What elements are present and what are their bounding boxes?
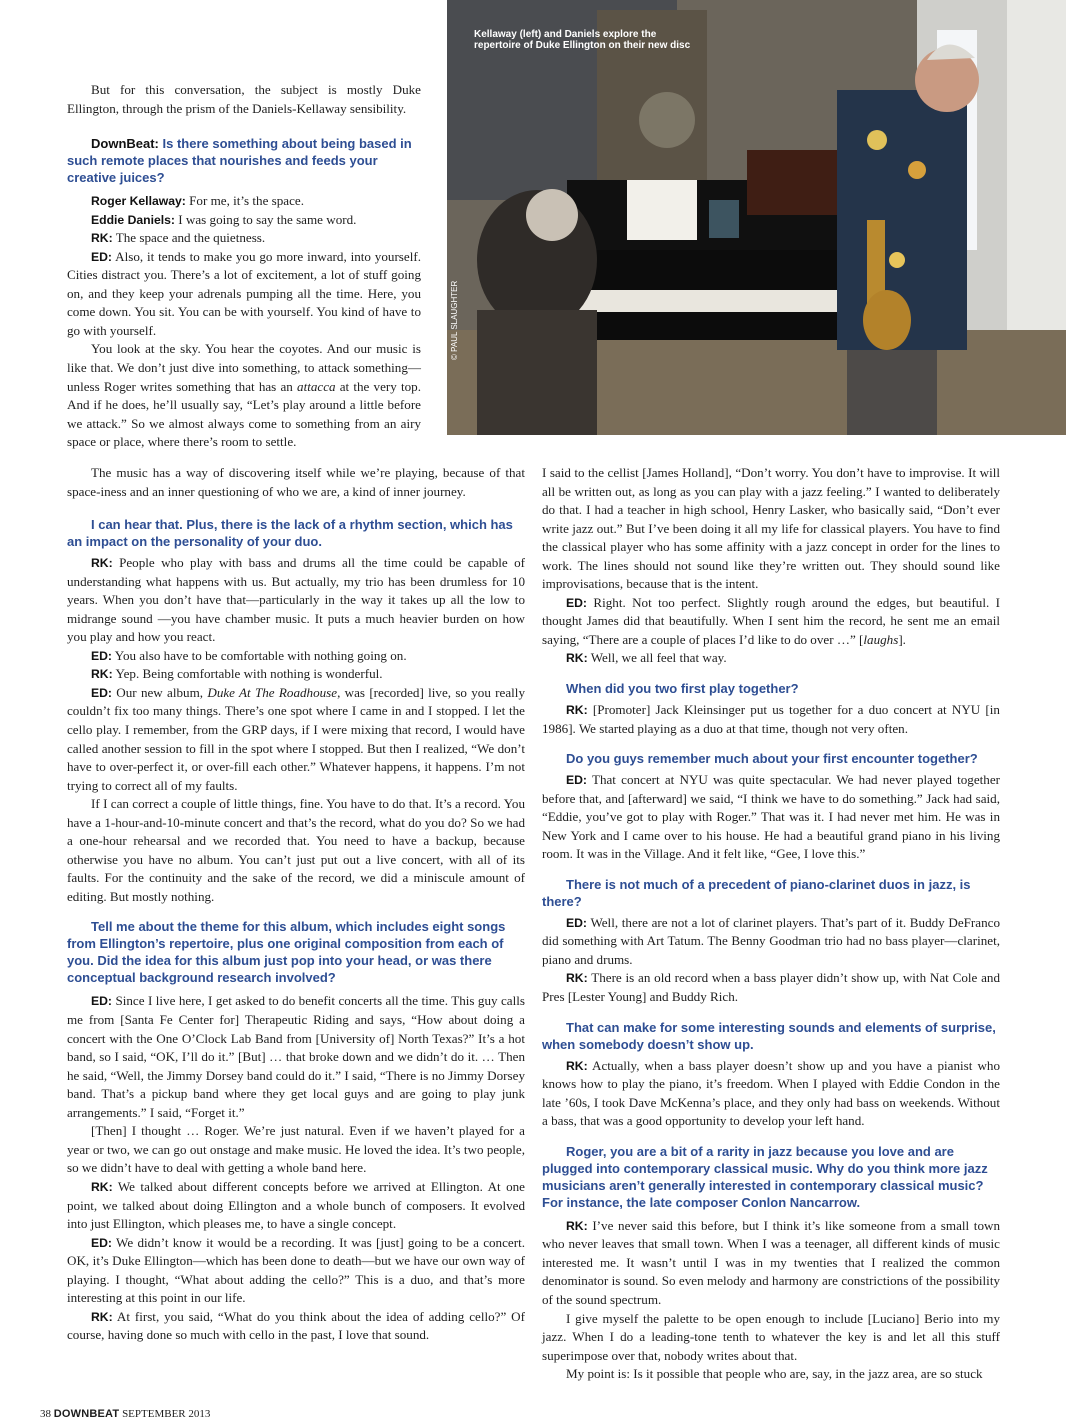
question-7: That can make for some interesting sounds and elements of surprise, when somebody doesn’t show up. [542,1019,996,1052]
answer-ed4: ED: Our new album, Duke At The Roadhouse, was [recorded] live, so you really couldn’t fix too many things. There’s one spot where I came in and I stopped. I let the cello play. I remember, from the GRP days, if I were mixing that record, I would have called another session to fill in the spot where I stopped. But then I realized, “We don’t have to over-perfect it, or over-fill each other.” Whatever happens, it happens. I’m not trying to correct all of my faults. [67,684,525,793]
answer-rk1: Roger Kellaway: For me, it’s the space. [91,193,305,209]
answer-ed9: ED: Well, there are not a lot of clarinet players. That’s part of it. Buddy DeFranco did something with Art Tatum. The Benny Goodman trio had no bass player—clarinet, piano and drums. [542,914,1000,967]
answer-ed7: ED: Right. Not too perfect. Slightly rough around the edges, but beautiful. I thought James did that beautifully. When I sent him the record, he sent me an email saying, “There are a couple of places I’d like to do over …” [laughs]. [542,594,1000,647]
answer-ed1: Eddie Daniels: I was going to say the same word. [91,211,357,227]
photo-illustration [447,0,1066,435]
paragraph-cellist: I said to the cellist [James Holland], “Don’t worry. You don’t have to improvise. It will all be written out, as long as you can play with a jazz feeling.” I wanted to deliberately do that. I had a teacher in high school, Henry Lasker, who basically said, “Don’t ever write jazz out.” But I’ve been doing it all my life for classical players. You have to find the classical player who has some affinity with a jazz concept in order for the lines to work. The lines should not sound like they’re written out. They should sound like improvisations, because that is the intent. [542,465,1000,592]
answer-rk4: RK: Yep. Being comfortable with nothing is wonderful. [91,666,383,682]
page-number: 38 [40,1408,51,1420]
paragraph-palette: I give myself the palette to be open enough to include [Luciano] Berio into my jazz. When I do a leading-tone tenth to whatever the key is and let all this stuff superimpose over that, nobody writes about that. [542,1310,1000,1363]
answer-rk3: RK: People who play with bass and drums all the time could be capable of understanding what happens with us. But actually, my trio has been drumless for 10 years. When you don’t have that—particularly in the way it takes up all the low to midrange sound —you have chamber music. It puts a much heavier burden on how you play and how you react. [67,555,525,645]
answer-rk6: RK: At first, you said, “What do you think about the idea of adding cello?” Of course, having done so much with cello in the past, I love that sound. [67,1308,526,1343]
right-column [542,464,1000,1384]
answer-rk5: RK: We talked about different concepts before we arrived at Ellington. At one point, we talked about doing Ellington and a whole bunch of composers. It evolved into just Ellington, which pleases me, to have a single concept. [67,1178,525,1232]
issue-date: SEPTEMBER 2013 [122,1408,211,1420]
answer-rk11: RK: I’ve never said this before, but I think it’s like someone from a small town who never leaves that small town. When I was a teenager, all different kinds of music interested me. It wasn’t until I was in my twenties that I realized the common denominator is sound. So even melody and harmony are constrictions of the possibility of the sound spectrum. [542,1217,1000,1307]
answer-ed6: ED: We didn’t know it would be a recording. It was [just] going to be a concert. OK, it’s Duke Ellington—which has been done to death—but we have our own way of playing. I thought, “What about adding the cello?” This is a duo, and that’s more interesting at this point in our life. [67,1234,525,1306]
answer-ed2: ED: Also, it tends to make you go more inward, into yourself. Cities distract you. There’s a lot of excitement, a lot of stuff going on, and they keep your adrenals pumping all the time. Here, you come down. You sit. You can be with yourself. You kind of have to go with yourself. [67,248,421,338]
page-footer [40,1408,210,1420]
question-2: I can hear that. Plus, there is the lack of a rhythm section, which has an impact on the personality of your duo. [67,517,513,550]
question-6: There is not much of a precedent of piano-clarinet duos in jazz, is there? [542,876,971,909]
magazine-name: DOWNBEAT [53,1408,120,1420]
answer-rk9: RK: There is an old record when a bass player didn’t show up, with Nat Cole and Pres [Lester Young] and Buddy Rich. [542,970,1000,1005]
photo-caption: Kellaway (left) and Daniels explore the repertoire of Duke Ellington on their new disc [474,29,691,51]
paragraph-sky: You look at the sky. You hear the coyotes. And our music is like that. We don’t just dive into something, to attack something—unless Roger writes something that has an attacca at the very top. And if he does, he’ll usually say, “Let’s play around a little before we attack.” So we almost always come to something from an airy space or place, where there’s room to settle. [67,341,422,450]
answer-ed8: ED: That concert at NYU was quite spectacular. We had never played together before that, and [afterward] we said, “I think we have to do something.” Jack had said, “Eddie, you’ve got to play with Roger.” That was it. I had never met him. He was in New York and I came over to his house. He had a beautiful grand piano in his living room. It was in the Village. And it felt like, “Gee, I love this.” [542,772,1000,862]
paragraph-then: [Then] I thought … Roger. We’re just natural. Even if we haven’t played for a year or two, we can go out onstage and make music. He loved the idea. It’s two people, so we didn’t have to deal with getting a whole band here. [67,1123,525,1176]
left-column-top [67,81,421,452]
question-3: Tell me about the theme for this album, which includes eight songs from Ellington’s repertoire, plus one original composition from each of you. Did the idea for this album just pop into your head, or was there conceptual background research involved? [67,919,506,986]
paragraph-correct: If I can correct a couple of little things, fine. You have to do that. It’s a record. You have a 1-hour-and-10-minute concert and that’s the record, what do you do? So we had a one-hour rehearsal and we recorded that. You need to have a backup, because otherwise you have no album. You can’t just put out a live concert, with all of its faults. For the continuity and the sake of the record, we did a miniscule amount of editing. But mostly nothing. [67,796,525,904]
answer-rk7: RK: Well, we all feel that way. [566,650,727,666]
answer-rk10: RK: Actually, when a bass player doesn’t show up and you have a pianist who knows how to play the piano, it’s freedom. When I played with Eddie Condon in the late ’60s, I took Dave McKenna’s place, and they only had bass on weekends. Without a bass, that was a good opportunity to develop your left hand. [542,1057,1000,1129]
question-4: When did you two first play together? [566,681,799,697]
question-5: Do you guys remember much about your first encounter together? [566,751,978,767]
downbeat-label: DownBeat: [91,136,159,152]
photo-credit: © PAUL SLAUGHTER [450,280,459,360]
question-8: Roger, you are a bit of a rarity in jazz because you love and are plugged into contemporary classical music. Why do you think more jazz musicians aren’t generally interested in contemporary classical music? For instance, the late composer Conlon Nancarrow. [542,1143,988,1210]
answer-rk2: RK: The space and the quietness. [91,230,266,246]
answer-ed5: ED: Since I live here, I get asked to do benefit concerts all the time. This guy calls me from [Santa Fe Center for] Therapeutic Riding and says, “How about doing a concert with the One O’Clock Lab Band from [University of] North Texas?” It’s a hot band, so I said, “OK, I’ll do it.” [But] … that broke down and we didn’t do it. … Then he said, “Well, the Jimmy Dorsey band could do it.” I said, “There is no Jimmy Dorsey band. That’s a pickup band where they get local guys and are going to play junk arrangements.” I said, “Forget it.” [67,993,525,1120]
intro-paragraph: But for this conversation, the subject is mostly Duke Ellington, through the prism of the Daniels-Kellaway sensibility. [67,82,421,116]
answer-ed3: ED: You also have to be comfortable with nothing going on. [91,647,407,663]
answer-rk8: RK: [Promoter] Jack Kleinsinger put us together for a duo concert at NYU [in 1986]. We started playing as a duo at that time, though not very often. [542,702,1000,736]
question-1: DownBeat: Is there something about being based in such remote places that nourishes and feeds your creative juices? [67,136,412,186]
article-photo [447,0,1066,435]
left-column-wide [67,464,525,1345]
paragraph-music: The music has a way of discovering itself while we’re playing, because of that space-iness and an inner questioning of who we are, a kind of inner journey. [67,465,525,499]
paragraph-point: My point is: Is it possible that people who are, say, in the jazz area, are so stuck [566,1366,983,1382]
